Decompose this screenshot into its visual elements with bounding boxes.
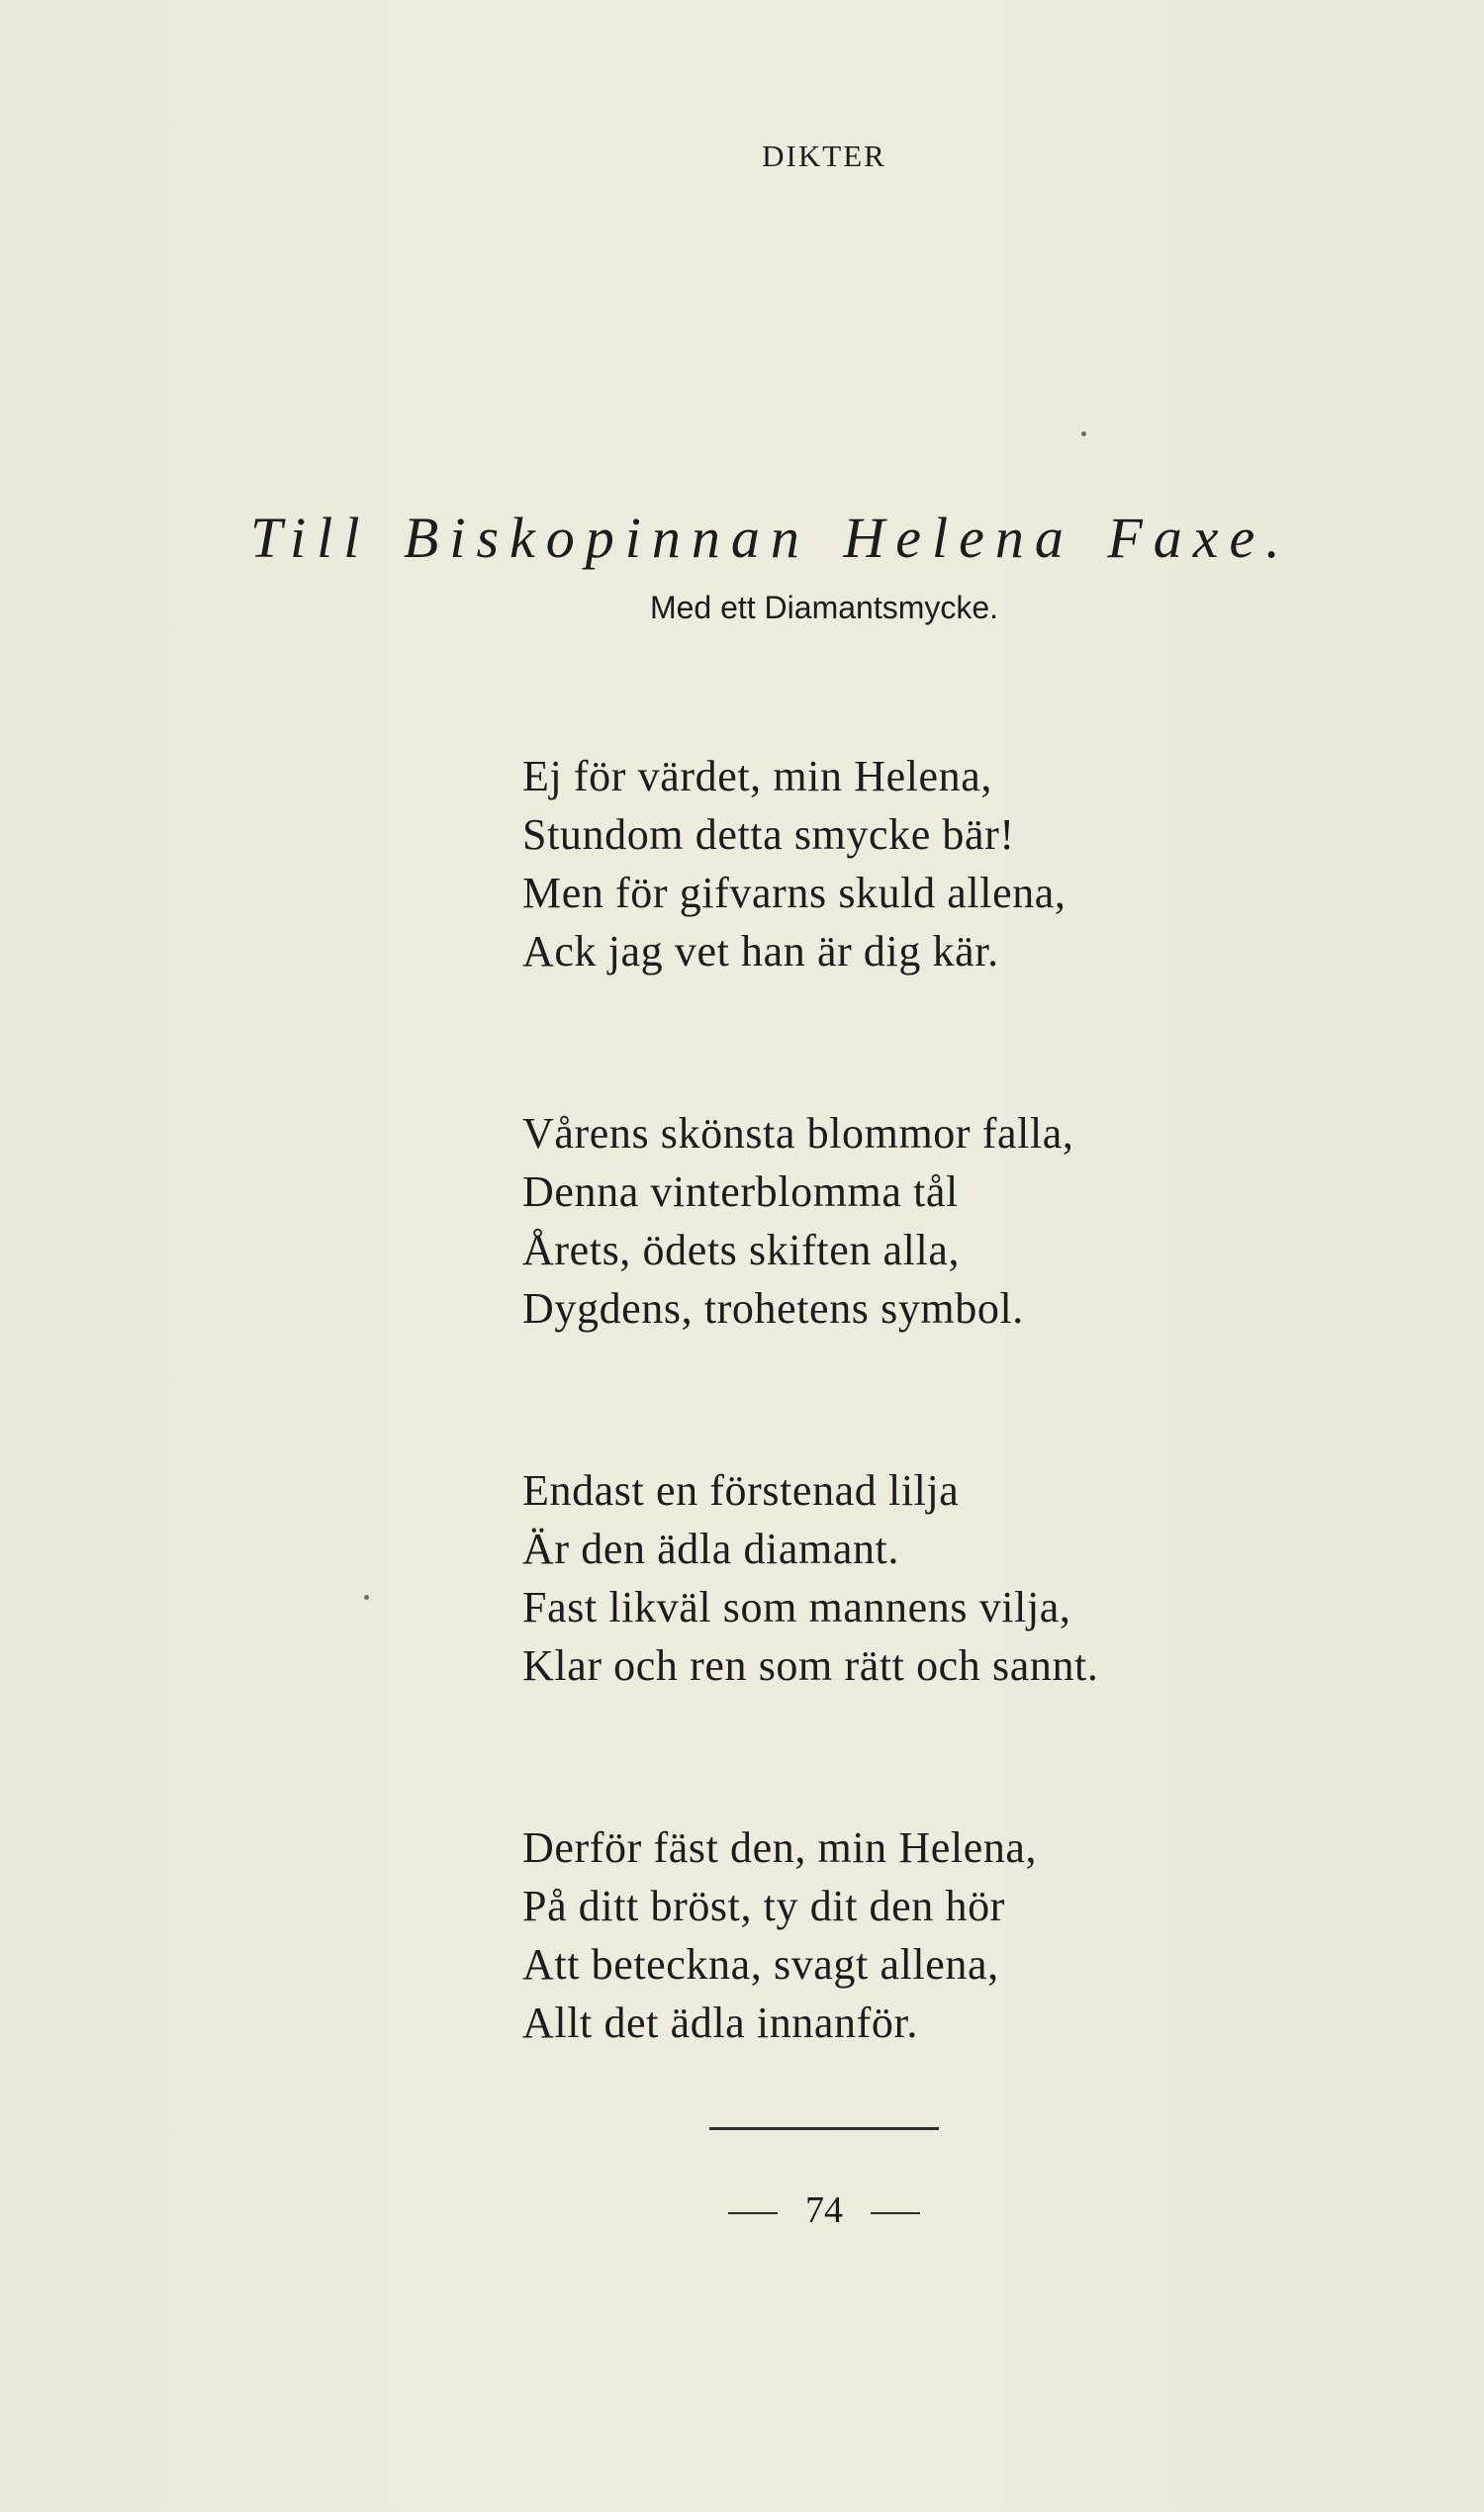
running-head: DIKTER [762,139,886,173]
verse-line: Vårens skönsta blommor falla, [522,1109,1074,1158]
verse-line: Klar och ren som rätt och sannt. [522,1641,1099,1690]
poem-subtitle: Med ett Diamantsmycke. [649,590,999,625]
end-rule [709,2127,939,2130]
verse-line: Fast likväl som mannens vilja, [522,1583,1071,1631]
verse-line: Allt det ädla innanför. [522,1999,918,2047]
paper-speck [1081,431,1086,436]
left-dash [728,2212,778,2214]
stanza-1 [522,747,1413,980]
right-dash [871,2212,920,2214]
verse-line: På ditt bröst, ty dit den hör [522,1882,1005,1930]
verse-line: Derför fäst den, min Helena, [522,1823,1038,1872]
poem-body [522,747,1413,2176]
stanza-3 [522,1461,1413,1695]
verse-line: Men för gifvarns skuld allena, [522,869,1067,917]
verse-line: Är den ädla diamant. [522,1525,899,1573]
stanza-2 [522,1104,1413,1338]
verse-line: Stundom detta smycke bär! [522,810,1015,859]
poem-title: Till Biskopinnan Helena Faxe. [250,506,1291,570]
verse-line: Ej för värdet, min Helena, [522,752,992,800]
verse-line: Endast en förstenad lilja [522,1466,960,1515]
verse-line: Ack jag vet han är dig kär. [522,927,999,976]
verse-line: Att beteckna, svagt allena, [522,1940,999,1989]
stanza-4 [522,1818,1413,2052]
paper-speck [364,1595,369,1600]
page-number: 74 [805,2189,843,2231]
verse-line: Årets, ödets skiften alla, [522,1226,961,1274]
verse-line: Denna vinterblomma tål [522,1167,959,1216]
page-footer [0,2188,1484,2232]
verse-line: Dygdens, trohetens symbol. [522,1284,1024,1333]
